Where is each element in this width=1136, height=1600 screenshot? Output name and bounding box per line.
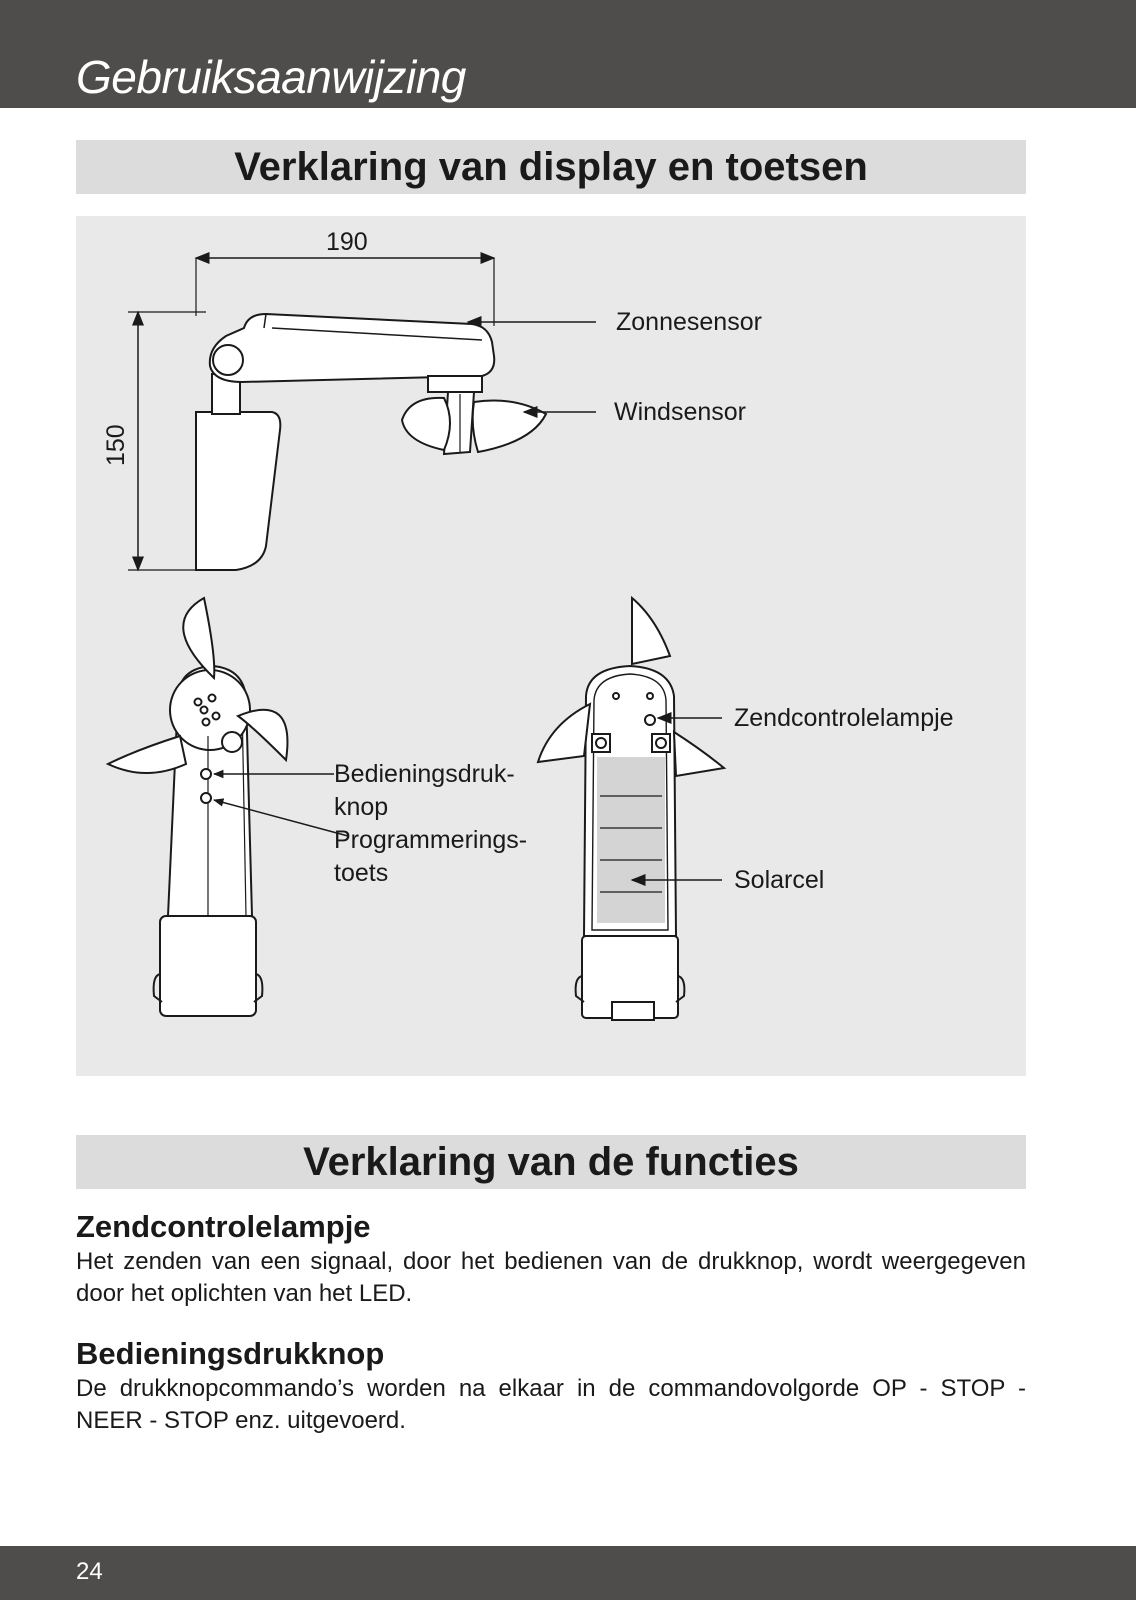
- function-block-bedieningsdrukknop: [76, 1335, 1026, 1437]
- device-diagram: [76, 216, 1026, 1076]
- label-solarcel: Solarcel: [734, 866, 825, 894]
- section-title-functions: Verklaring van de functies: [76, 1135, 1026, 1189]
- function-heading: Bedieningsdrukknop: [76, 1336, 385, 1371]
- label-zonnesensor: Zonnesensor: [616, 308, 762, 336]
- function-heading: Zendcontrolelampje: [76, 1209, 371, 1244]
- footer-bar: [0, 1546, 1136, 1600]
- label-bedieningsdrukknop-line1: Bedieningsdruk-: [334, 760, 515, 788]
- page-number: 24: [76, 1558, 103, 1585]
- function-text: De drukknopcommando’s worden na elkaar in de commandovolgorde OP - STOP - NEER - STOP enz. uitgevoerd.: [76, 1375, 1026, 1434]
- label-bedieningsdrukknop-line2: knop: [334, 793, 389, 821]
- section-title-display: Verklaring van display en toetsen: [76, 140, 1026, 194]
- label-zendcontrolelampje: Zendcontrolelampje: [734, 704, 954, 732]
- page-header-title: Gebruiksaanwijzing: [76, 51, 466, 103]
- dimension-height-label: 150: [102, 424, 130, 466]
- label-programmeringstoets-line1: Programmerings-: [334, 826, 528, 854]
- dimension-width-label: 190: [326, 228, 368, 256]
- label-programmeringstoets-line2: toets: [334, 859, 389, 887]
- function-block-zendcontrolelampje: [76, 1208, 1026, 1310]
- header-bar: [0, 0, 1136, 108]
- function-text: Het zenden van een signaal, door het bedienen van de drukknop, wordt weergegeven door het oplichten van het LED.: [76, 1248, 1026, 1307]
- device-drawing: [76, 216, 1026, 1076]
- label-windsensor: Windsensor: [614, 398, 746, 426]
